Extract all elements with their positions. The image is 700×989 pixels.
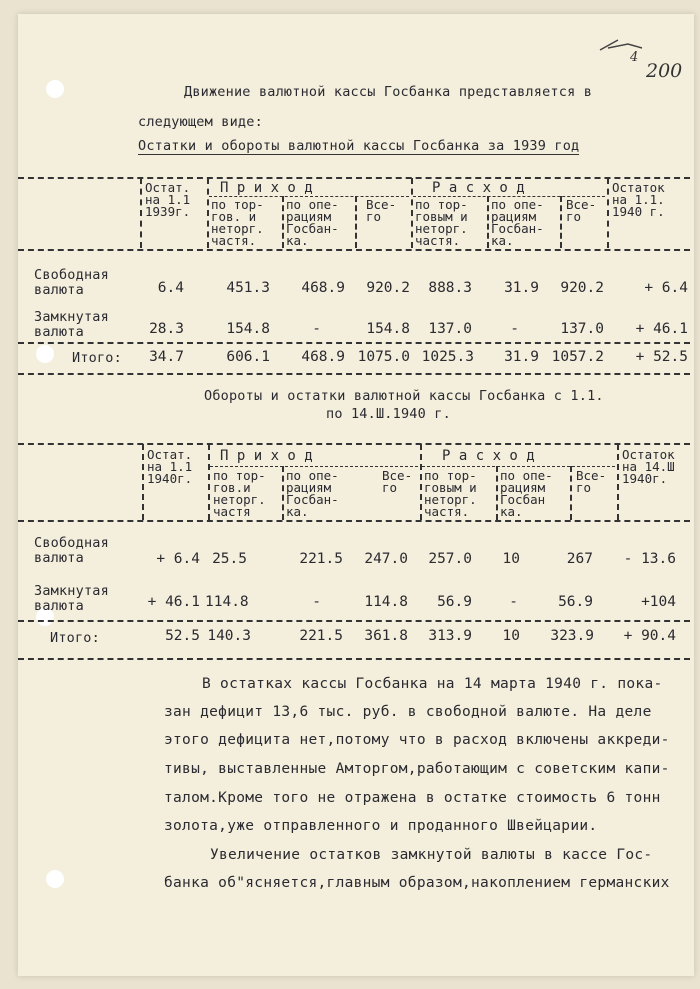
table1-col-divider-3	[411, 178, 413, 248]
table1-col-divider-1	[140, 178, 142, 248]
table1-total-ostatok: + 52.5	[635, 349, 688, 365]
table2-col-divider-1	[142, 444, 144, 520]
table1-row2-prihod-torg: 154.8	[226, 321, 270, 337]
paragraph-line-1: В остатках кассы Госбанка на 14 марта 1940 г. пока-	[202, 676, 663, 692]
table2-col-divider-4	[617, 444, 619, 520]
table2-row2-label: Замкнутая валюта	[34, 583, 109, 614]
table1-hdr-prihod-torg: по тор- гов. и неторг. частя.	[211, 197, 264, 248]
page-number: 200	[646, 60, 683, 82]
table2-title-line-1: Обороты и остатки валютной кассы Госбанка с 1.1.	[204, 388, 604, 404]
table2-total-rashod-oper: 10	[502, 628, 520, 644]
table1-col-divider-5	[282, 196, 284, 248]
table1-row2-prihod-oper: -	[312, 321, 321, 337]
table1-hdr-prihod: П р и х о д	[220, 180, 313, 196]
table1-hdr-ostat: Остат. на 1.1 1939г.	[145, 180, 191, 219]
table2-hdr-prihod-vsego: Все- го	[382, 468, 413, 495]
table2-row2-prihod-torg: 114.8	[205, 594, 249, 610]
intro-line-1: Движение валютной кассы Госбанка представляется в	[184, 84, 593, 100]
table1-row2-label: Замкнутая валюта	[34, 309, 109, 340]
table1-total-rashod-oper: 31.9	[504, 349, 539, 365]
table1-row2-ostatok: + 46.1	[635, 321, 688, 337]
table2-row2-rashod-vsego: 56.9	[558, 594, 593, 610]
table1-total-rashod-torg: 1025.3	[421, 349, 474, 365]
table1-total-prihod-vsego: 1075.0	[357, 349, 410, 365]
table2-bottom-rule	[18, 658, 690, 660]
table1-col-divider-8	[560, 196, 562, 248]
table2-row2-rashod-oper: -	[509, 594, 518, 610]
table1-row1-prihod-oper: 468.9	[301, 280, 345, 296]
table1-total-label: Итого:	[72, 350, 122, 366]
table2-hdr-prihod: П р и х о д	[220, 448, 313, 464]
paragraph-line-5: талом.Кроме того не отражена в остатке стоимость 6 тонн	[164, 790, 661, 806]
table2-top-rule	[18, 443, 690, 445]
table1-hdr-prihod-oper: по опе- рациям Госбан- ка.	[286, 197, 339, 248]
table2-total-ostatok: + 90.4	[623, 628, 676, 644]
table1-row1-rashod-oper: 31.9	[504, 280, 539, 296]
table1-hdr-prihod-vsego: Все- го	[366, 197, 397, 224]
table2-total-rashod-torg: 313.9	[428, 628, 472, 644]
paragraph-line-2: зан дефицит 13,6 тыс. руб. в свободной валюте. На деле	[164, 704, 652, 720]
table2-row2-ostat: + 46.1	[147, 594, 200, 610]
table1-col-divider-7	[487, 196, 489, 248]
table1-row1-ostat: 6.4	[157, 280, 184, 296]
table1-bottom-rule	[18, 373, 690, 375]
table1-col-divider-2	[207, 178, 209, 248]
punch-hole-middle	[36, 345, 54, 363]
table2-total-label: Итого:	[50, 630, 100, 646]
table2-row2-ostatok: +104	[641, 594, 676, 610]
table2-row1-rashod-vsego: 267	[566, 551, 593, 567]
table2-title-line-2: по 14.Ш.1940 г.	[326, 406, 451, 422]
table1-total-rashod-vsego: 1057.2	[551, 349, 604, 365]
table2-row1-ostat: + 6.4	[156, 551, 200, 567]
table2-row2-prihod-oper: -	[312, 594, 321, 610]
table2-col-divider-3	[420, 444, 422, 520]
table2-hdr-ostat: Остат. на 1.1 1940г.	[147, 447, 193, 486]
table2-row2-prihod-vsego: 114.8	[364, 594, 408, 610]
table2-hdr-prihod-oper: по опе- рациям Госбан- ка.	[286, 468, 339, 519]
table2-row1-prihod-vsego: 247.0	[364, 551, 408, 567]
table1-row2-ostat: 28.3	[149, 321, 184, 337]
table1-hdr-rashod: Р а с х о д	[432, 180, 525, 196]
table1-row1-label: Свободная валюта	[34, 267, 109, 298]
punch-hole-top	[46, 80, 64, 98]
table2-hdr-rashod: Р а с х о д	[442, 448, 535, 464]
table2-col-divider-6	[496, 466, 498, 520]
paragraph-line-8: банка об"ясняется,главным образом,накоплением германских	[164, 875, 670, 891]
intro-line-2: следующем виде:	[138, 114, 263, 130]
table1-top-rule	[18, 177, 690, 179]
paragraph-line-4: тивы, выставленные Амторгом,работающим с советским капи-	[164, 761, 670, 777]
table1-title: Остатки и обороты валютной кассы Госбанка за 1939 год	[138, 138, 580, 154]
punch-hole-bottom	[46, 870, 64, 888]
table1-total-top-rule	[18, 342, 690, 344]
table1-hdr-ostatok-end: Остаток на 1.1. 1940 г.	[612, 180, 665, 219]
table1-row1-ostatok: + 6.4	[644, 280, 688, 296]
table1-row2-rashod-oper: -	[510, 321, 519, 337]
table1-col-divider-4	[607, 178, 609, 248]
handwritten-scribble-icon	[598, 36, 648, 56]
table1-hdr-rashod-oper: по опе- рациям Госбан- ка.	[491, 197, 544, 248]
table2-total-rashod-vsego: 323.9	[550, 628, 594, 644]
paragraph-line-7: Увеличение остатков замкнутой валюты в кассе Гос-	[210, 847, 653, 863]
table1-row1-rashod-vsego: 920.2	[560, 280, 604, 296]
table1-row1-prihod-vsego: 920.2	[366, 280, 410, 296]
table2-hdr-rashod-vsego: Все- го	[576, 468, 607, 495]
table2-row1-rashod-oper: 10	[502, 551, 520, 567]
table2-row1-ostatok: - 13.6	[623, 551, 676, 567]
table1-row2-rashod-torg: 137.0	[428, 321, 472, 337]
table2-total-top-rule	[18, 620, 690, 622]
table2-row1-rashod-torg: 257.0	[428, 551, 472, 567]
table1-total-prihod-torg: 606.1	[226, 349, 270, 365]
table1-hdr-rashod-vsego: Все- го	[566, 197, 597, 224]
table2-hdr-rashod-torg: по тор- говым и неторг. частя.	[424, 468, 477, 519]
table1-hdr-rashod-torg: по тор- говым и неторг. частя.	[415, 197, 468, 248]
table1-row2-prihod-vsego: 154.8	[366, 321, 410, 337]
table1-row2-rashod-vsego: 137.0	[560, 321, 604, 337]
table2-prihod-underline	[210, 466, 418, 467]
table2-col-divider-7	[570, 466, 572, 520]
table2-col-divider-2	[208, 444, 210, 520]
table2-row1-prihod-oper: 221.5	[299, 551, 343, 567]
table1-total-prihod-oper: 468.9	[301, 349, 345, 365]
table1-total-ostat: 34.7	[149, 349, 184, 365]
table2-total-ostat: 52.5	[165, 628, 200, 644]
paragraph-line-3: этого дефицита нет,потому что в расход включены аккреди-	[164, 732, 670, 748]
table1-col-divider-6	[355, 196, 357, 248]
table2-row1-prihod-torg: 25.5	[212, 551, 247, 567]
table2-hdr-ostatok-end: Остаток на 14.Ш 1940г.	[622, 447, 675, 486]
table2-header-bottom-rule	[18, 520, 690, 522]
table1-row1-prihod-torg: 451.3	[226, 280, 270, 296]
table2-col-divider-5	[282, 466, 284, 520]
table1-row1-rashod-torg: 888.3	[428, 280, 472, 296]
table2-hdr-prihod-torg: по тор- гов.и неторг. частя	[213, 468, 266, 519]
table2-total-prihod-vsego: 361.8	[364, 628, 408, 644]
table2-hdr-rashod-oper: по опе- рациям Госбан ка.	[500, 468, 553, 519]
table2-total-prihod-torg: 140.3	[207, 628, 251, 644]
table2-row1-label: Свободная валюта	[34, 535, 109, 566]
table2-total-prihod-oper: 221.5	[299, 628, 343, 644]
table1-header-bottom-rule	[18, 249, 690, 251]
table2-rashod-underline	[422, 466, 615, 467]
table2-row2-rashod-torg: 56.9	[437, 594, 472, 610]
page-mark: 4	[630, 50, 639, 65]
paragraph-line-6: золота,уже отправленного и проданного Швейцарии.	[164, 818, 598, 834]
